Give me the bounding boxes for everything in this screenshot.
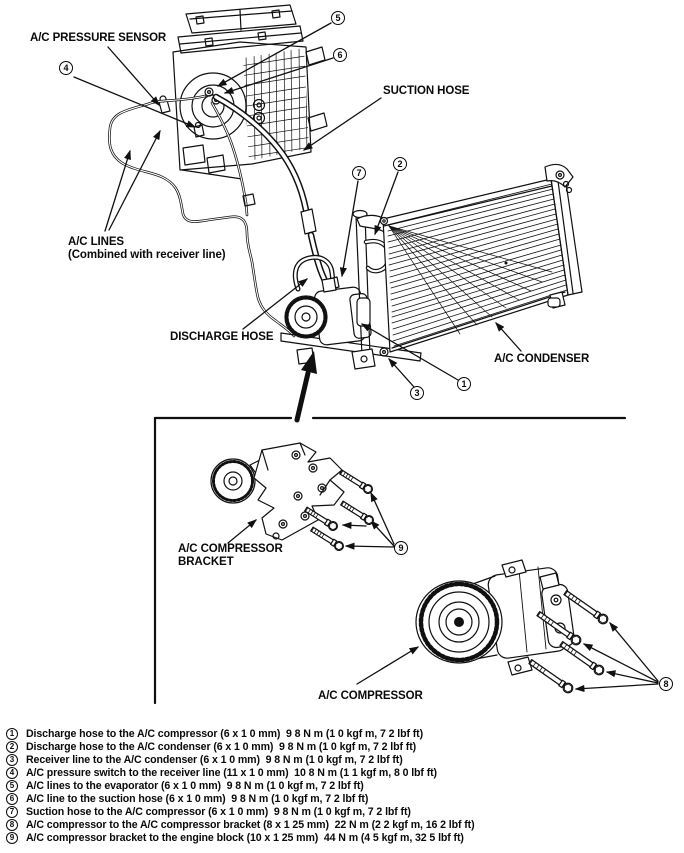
legend-item-2	[6, 740, 682, 753]
label-ac-pressure-sensor: A/C PRESSURE SENSOR	[30, 32, 167, 44]
evaporator-unit	[159, 5, 327, 179]
legend-item-9	[6, 831, 682, 844]
torque-legend	[6, 727, 682, 844]
legend-text-9: A/C compressor bracket to the engine block (10 x 1 25 mm) 44 N m (4 5 kgf m, 32 5 lbf ft)	[26, 831, 464, 844]
detail-arrow	[297, 351, 317, 420]
legend-num-7: 7	[6, 806, 18, 818]
label-ac-compressor: A/C COMPRESSOR	[318, 690, 423, 702]
callout-8: 8	[659, 677, 673, 691]
legend-item-7	[6, 805, 682, 818]
legend-text-2: Discharge hose to the A/C condenser (6 x 1 0 mm) 9 8 N m (1 0 kgf m, 7 2 lbf ft)	[26, 740, 417, 753]
callout-6: 6	[333, 48, 347, 62]
label-discharge-hose: DISCHARGE HOSE	[170, 331, 274, 343]
legend-num-4: 4	[6, 767, 18, 779]
label-bracket-line2: BRACKET	[178, 556, 234, 568]
legend-text-3: Receiver line to the A/C condenser (6 x 1 0 mm) 9 8 N m (1 0 kgf m, 7 2 lbf ft)	[26, 753, 403, 766]
compressor-bracket-drawing	[211, 443, 375, 552]
legend-num-2: 2	[6, 741, 18, 753]
legend-num-6: 6	[6, 793, 18, 805]
legend-item-6	[6, 792, 682, 805]
legend-text-7: Suction hose to the A/C compressor (6 x 1 0 mm) 9 8 N m (1 0 kgf m, 7 2 lbf ft)	[26, 805, 411, 818]
legend-text-1: Discharge hose to the A/C compressor (6 x 1 0 mm) 9 8 N m (1 0 kgf m, 7 2 lbf ft)	[26, 727, 424, 740]
callout-5: 5	[331, 11, 345, 25]
callout-4: 4	[59, 61, 73, 75]
legend-text-6: A/C line to the suction hose (6 x 1 0 mm) 9 8 N m (1 0 kgf m, 7 2 lbf ft)	[26, 792, 369, 805]
legend-item-1	[6, 727, 682, 740]
label-suction-hose: SUCTION HOSE	[383, 85, 470, 97]
callout-9: 9	[394, 541, 408, 555]
legend-text-5: A/C lines to the evaporator (6 x 1 0 mm) 9 8 N m (1 0 kgf m, 7 2 lbf ft)	[26, 779, 364, 792]
legend-text-8: A/C compressor to the A/C compressor bracket (8 x 1 25 mm) 22 N m (2 2 kgf m, 16 2 lbf ft)	[26, 818, 475, 831]
legend-num-5: 5	[6, 780, 18, 792]
legend-item-5	[6, 779, 682, 792]
callout-7: 7	[352, 166, 366, 180]
callout-1: 1	[457, 377, 471, 391]
callout-2: 2	[393, 157, 407, 171]
condenser-drawing	[381, 164, 583, 352]
legend-num-8: 8	[6, 819, 18, 831]
callout-3: 3	[410, 386, 424, 400]
legend-num-3: 3	[6, 754, 18, 766]
legend-text-4: A/C pressure switch to the receiver line (11 x 1 0 mm) 10 8 N m (1 1 kgf m, 8 0 lbf ft)	[26, 766, 437, 779]
label-ac-lines-line2: (Combined with receiver line)	[68, 249, 226, 261]
legend-item-4	[6, 766, 682, 779]
label-ac-lines	[68, 236, 226, 262]
label-ac-compressor-bracket	[178, 543, 283, 569]
legend-item-8	[6, 818, 682, 831]
legend-item-3	[6, 753, 682, 766]
label-ac-lines-line1: A/C LINES	[68, 236, 124, 248]
label-ac-condenser: A/C CONDENSER	[494, 353, 590, 365]
label-bracket-line1: A/C COMPRESSOR	[178, 543, 283, 555]
compressor-inset-drawing	[416, 560, 610, 695]
suction-hose-drawing	[216, 97, 325, 281]
legend-num-9: 9	[6, 832, 18, 844]
legend-num-1: 1	[6, 728, 18, 740]
